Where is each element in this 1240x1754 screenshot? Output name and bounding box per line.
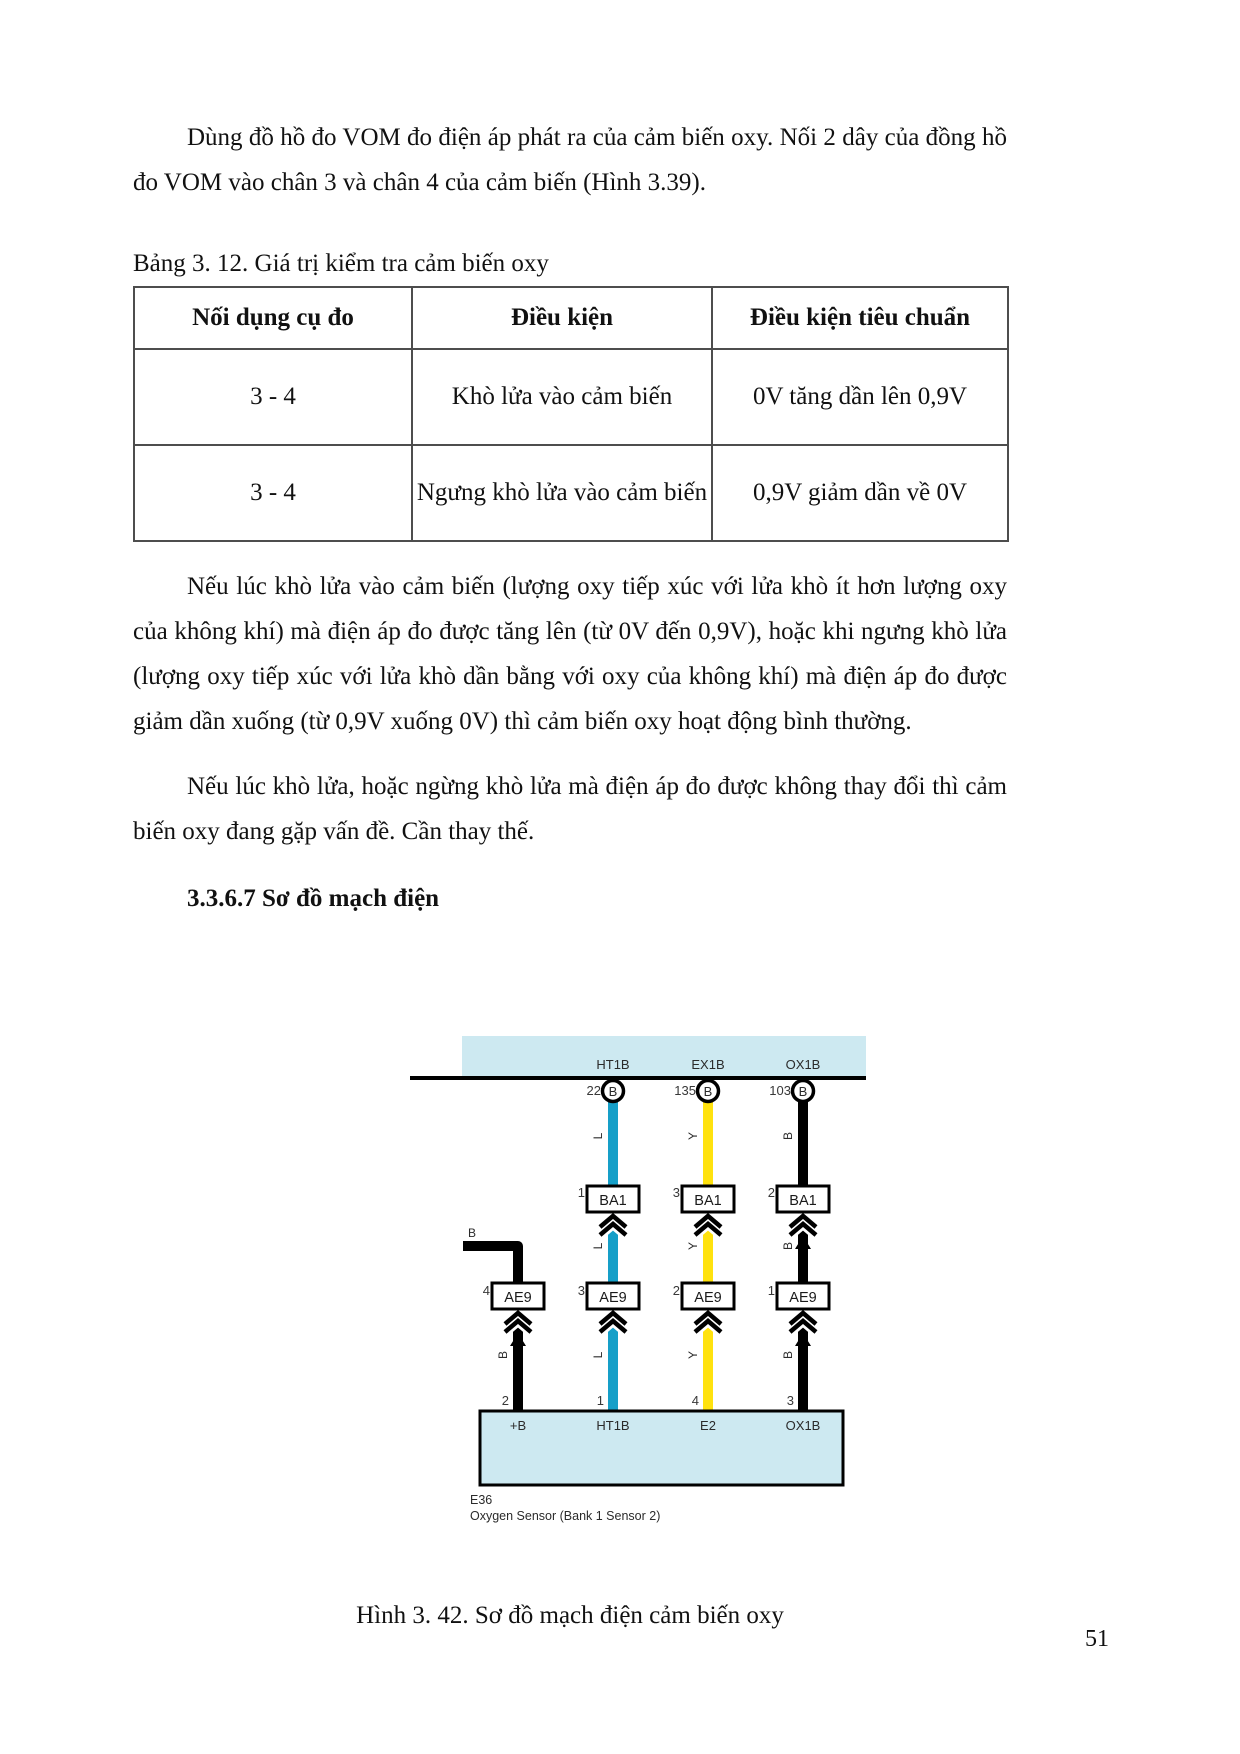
connector-pin: 4 [482, 1283, 490, 1298]
sensor-pin-number: 4 [691, 1393, 699, 1408]
header-cell-condition: Điều kiện [412, 287, 712, 349]
ecu-pin-number: 22 [586, 1083, 601, 1098]
paragraph-fault-replace: Nếu lúc khò lửa, hoặc ngừng khò lửa mà điện áp đo được không thay đổi thì cảm biến oxy đang gặp vấn đề. Cần thay thế. [133, 773, 1007, 845]
sensor-terminal-label: OX1B [785, 1418, 821, 1433]
cell-standard-2: 0,9V giảm dần về 0V [712, 445, 1008, 541]
wire-color-code: B [468, 1226, 477, 1240]
figure-caption: Hình 3. 42. Sơ đồ mạch điện cảm biến oxy [356, 1602, 784, 1629]
ecu-terminal-label: EX1B [691, 1057, 725, 1072]
section-heading: 3.3.6.7 Sơ đồ mạch điện [187, 885, 440, 912]
wiring-diagram [400, 1033, 870, 1538]
wire-color-code: B [781, 1131, 795, 1141]
sensor-pin-number: 2 [501, 1393, 509, 1408]
wire-arrowhead [795, 1236, 811, 1249]
wire-column-ht1b [578, 1081, 639, 1412]
connector-pin: 1 [577, 1185, 585, 1200]
junction-letter: B [703, 1084, 713, 1099]
wire-color-code: B [781, 1350, 795, 1360]
ecu-terminal-label: HT1B [596, 1057, 630, 1072]
wire [608, 1091, 618, 1411]
ecu-band [410, 1036, 866, 1080]
cell-probe-2: 3 - 4 [134, 445, 412, 541]
connector-name: BA1 [599, 1193, 627, 1209]
connector-name: AE9 [789, 1290, 817, 1306]
page-number: 51 [1085, 1626, 1109, 1652]
oxygen-sensor-box [470, 1411, 843, 1523]
header-cell-standard: Điều kiện tiêu chuẩn [712, 287, 1008, 349]
table-caption: Bảng 3. 12. Giá trị kiểm tra cảm biến oxy [133, 250, 549, 277]
table-row [134, 349, 1008, 445]
ecu-pin-number: 103 [769, 1083, 791, 1098]
junction-letter: B [608, 1084, 618, 1099]
connector-pin: 3 [577, 1283, 585, 1298]
connector-pin: 2 [672, 1283, 680, 1298]
table-row [134, 445, 1008, 541]
connector-name: AE9 [694, 1290, 722, 1306]
wire-color-code: B [496, 1350, 510, 1360]
connector-name: BA1 [789, 1193, 817, 1209]
paragraph-normal-operation: Nếu lúc khò lửa vào cảm biến (lượng oxy tiếp xúc với lửa khò ít hơn lượng oxy của không khí) mà điện áp đo được tăng lên (từ 0V đến 0,9V), hoặc khi ngưng khò lửa (lượng oxy tiếp xúc với lửa khò dần bằng với oxy của không khí) mà điện áp đo được giảm dần xuống (từ 0,9V xuống 0V) thì cảm biến oxy hoạt động bình thường. [133, 573, 1007, 735]
wire-color-code: Y [686, 1131, 700, 1141]
connector-name: BA1 [694, 1193, 722, 1209]
component-id: E36 [470, 1493, 493, 1507]
oxygen-sensor-check-table [133, 286, 1009, 542]
component-name: Oxygen Sensor (Bank 1 Sensor 2) [470, 1509, 661, 1523]
sensor-terminal-label: E2 [700, 1418, 716, 1433]
connector-name: AE9 [504, 1290, 532, 1306]
wire-color-code: L [591, 1242, 605, 1250]
ecu-terminal-label: OX1B [785, 1057, 821, 1072]
connector-pin: 3 [672, 1185, 680, 1200]
sensor-pin-number: 3 [786, 1393, 794, 1408]
table-header-row [134, 287, 1008, 349]
wiring-diagram-svg [400, 1033, 870, 1533]
wire-color-code: L [591, 1351, 605, 1359]
power-branch [463, 1226, 544, 1411]
sensor-terminal-label: +B [509, 1418, 527, 1433]
header-cell-probe: Nối dụng cụ đo [134, 287, 412, 349]
junction-letter: B [798, 1084, 808, 1099]
cell-condition-2: Ngưng khò lửa vào cảm biến [412, 445, 712, 541]
ecu-pin-number: 135 [674, 1083, 696, 1098]
cell-standard-1: 0V tăng dần lên 0,9V [712, 349, 1008, 445]
sensor-terminal-label: HT1B [596, 1418, 630, 1433]
connector-pin: 1 [767, 1283, 775, 1298]
wire-arrowhead [795, 1333, 811, 1346]
cell-probe-1: 3 - 4 [134, 349, 412, 445]
wire-color-code: Y [686, 1350, 700, 1360]
wire [703, 1091, 713, 1411]
wire-color-code: Y [686, 1241, 700, 1251]
cell-condition-1: Khò lửa vào cảm biến [412, 349, 712, 445]
wire [798, 1091, 808, 1411]
connector-pin: 2 [767, 1185, 775, 1200]
connector-name: AE9 [599, 1290, 627, 1306]
wire-arrowhead [510, 1333, 526, 1346]
ecu-boundary-line [410, 1076, 866, 1080]
wire-column-ex1b [673, 1081, 734, 1412]
wire-column-ox1b [768, 1081, 829, 1412]
wire-color-code: L [591, 1132, 605, 1140]
paragraph-vom-measurement: Dùng đồ hồ đo VOM đo điện áp phát ra của cảm biến oxy. Nối 2 dây của đồng hồ đo VOM vào chân 3 và chân 4 của cảm biến (Hình 3.39). [133, 124, 1007, 196]
wire-color-code: B [781, 1241, 795, 1251]
sensor-pin-number: 1 [596, 1393, 604, 1408]
wire [463, 1246, 518, 1283]
